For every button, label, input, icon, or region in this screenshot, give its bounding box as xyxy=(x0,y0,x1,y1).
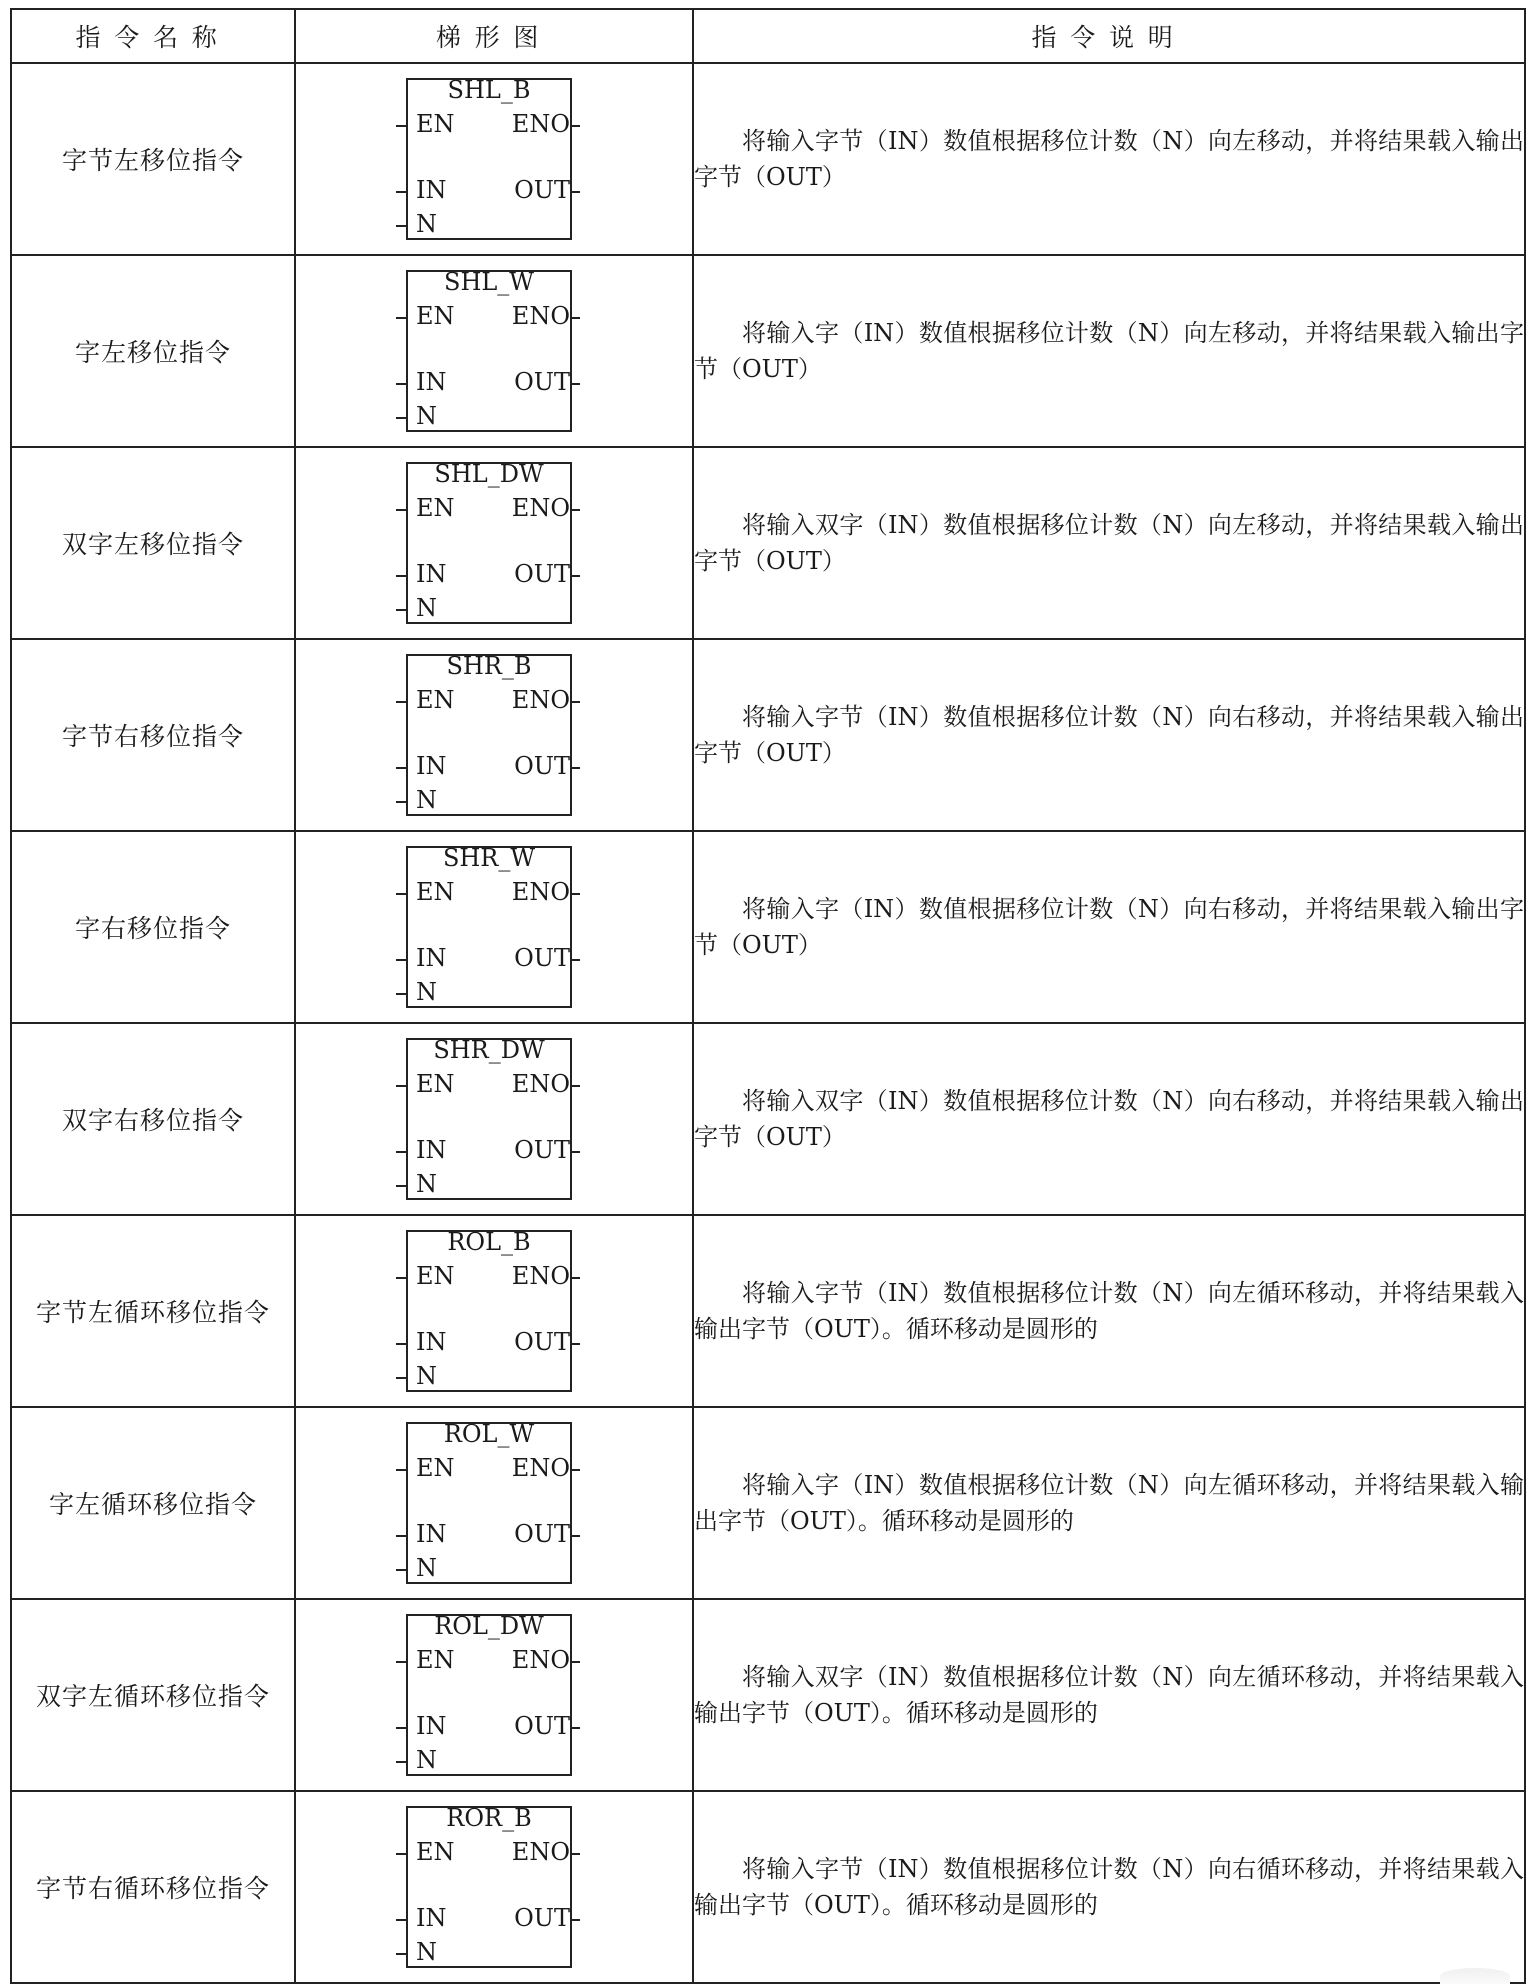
en-input-line xyxy=(396,1661,406,1663)
pin-eno-label: ENO xyxy=(511,1646,570,1674)
ladder-block xyxy=(296,1408,694,1596)
ladder-block-name: SHR_DW xyxy=(433,1036,545,1064)
table-row xyxy=(11,1791,1525,1983)
n-input-line xyxy=(396,801,406,803)
eno-output-line xyxy=(570,1661,580,1663)
pin-n-label: N xyxy=(416,978,437,1006)
eno-output-line xyxy=(570,1085,580,1087)
pin-n-label: N xyxy=(416,1746,437,1774)
n-input-line xyxy=(396,609,406,611)
in-input-line xyxy=(396,767,406,769)
pin-out-label: OUT xyxy=(514,176,570,204)
table-row xyxy=(11,255,1525,447)
pin-out-label: OUT xyxy=(514,944,570,972)
n-input-line xyxy=(396,1953,406,1955)
table-row xyxy=(11,1023,1525,1215)
in-input-line xyxy=(396,1151,406,1153)
n-input-line xyxy=(396,1377,406,1379)
instruction-description-cell: 将输入双字（IN）数值根据移位计数（N）向右移动，并将结果载入输出字节（OUT） xyxy=(693,1023,1525,1215)
pin-en-label: EN xyxy=(416,494,455,522)
pin-in-label: IN xyxy=(416,1136,447,1164)
pin-in-label: IN xyxy=(416,944,447,972)
ladder-block xyxy=(296,448,694,636)
pin-eno-label: ENO xyxy=(511,1838,570,1866)
pin-n-label: N xyxy=(416,786,437,814)
instruction-name-cell: 双字右移位指令 xyxy=(11,1023,295,1215)
ladder-block xyxy=(296,1024,694,1212)
pin-out-label: OUT xyxy=(514,1136,570,1164)
instruction-name-cell: 字节左循环移位指令 xyxy=(11,1215,295,1407)
in-input-line xyxy=(396,959,406,961)
pin-out-label: OUT xyxy=(514,560,570,588)
pin-en-label: EN xyxy=(416,686,455,714)
pin-n-label: N xyxy=(416,594,437,622)
en-input-line xyxy=(396,1085,406,1087)
pin-eno-label: ENO xyxy=(511,878,570,906)
pin-in-label: IN xyxy=(416,560,447,588)
eno-output-line xyxy=(570,1277,580,1279)
instruction-name-cell: 字左移位指令 xyxy=(11,255,295,447)
pin-en-label: EN xyxy=(416,110,455,138)
pin-en-label: EN xyxy=(416,878,455,906)
pin-in-label: IN xyxy=(416,368,447,396)
instruction-description-cell: 将输入字节（IN）数值根据移位计数（N）向右循环移动，并将结果载入输出字节（OUT）。循环移动是圆形的 xyxy=(693,1791,1525,1983)
pin-eno-label: ENO xyxy=(511,1070,570,1098)
table-row xyxy=(11,1599,1525,1791)
pin-out-label: OUT xyxy=(514,752,570,780)
pin-in-label: IN xyxy=(416,1712,447,1740)
instruction-description-cell: 将输入双字（IN）数值根据移位计数（N）向左循环移动，并将结果载入输出字节（OUT）。循环移动是圆形的 xyxy=(693,1599,1525,1791)
out-output-line xyxy=(570,1919,580,1921)
eno-output-line xyxy=(570,701,580,703)
pin-n-label: N xyxy=(416,210,437,238)
eno-output-line xyxy=(570,317,580,319)
instruction-description-cell: 将输入字节（IN）数值根据移位计数（N）向左循环移动，并将结果载入输出字节（OUT）。循环移动是圆形的 xyxy=(693,1215,1525,1407)
ladder-diagram-cell xyxy=(295,1407,693,1599)
header-ladder-diagram: 梯形图 xyxy=(295,9,693,63)
ladder-block-name: SHR_W xyxy=(442,844,536,872)
instruction-description-cell: 将输入字（IN）数值根据移位计数（N）向左移动，并将结果载入输出字节（OUT） xyxy=(693,255,1525,447)
table-row xyxy=(11,831,1525,1023)
en-input-line xyxy=(396,509,406,511)
instruction-name-cell: 字节左移位指令 xyxy=(11,63,295,255)
out-output-line xyxy=(570,1343,580,1345)
ladder-block xyxy=(296,256,694,444)
pin-in-label: IN xyxy=(416,752,447,780)
pin-in-label: IN xyxy=(416,1328,447,1356)
pin-n-label: N xyxy=(416,1938,437,1966)
instruction-name-cell: 字节右移位指令 xyxy=(11,639,295,831)
ladder-block-name: SHL_B xyxy=(447,76,531,104)
pin-out-label: OUT xyxy=(514,1520,570,1548)
n-input-line xyxy=(396,1185,406,1187)
instruction-description-cell: 将输入字（IN）数值根据移位计数（N）向右移动，并将结果载入输出字节（OUT） xyxy=(693,831,1525,1023)
pin-eno-label: ENO xyxy=(511,494,570,522)
pin-en-label: EN xyxy=(416,302,455,330)
out-output-line xyxy=(570,191,580,193)
en-input-line xyxy=(396,701,406,703)
in-input-line xyxy=(396,575,406,577)
pin-in-label: IN xyxy=(416,1904,447,1932)
pin-en-label: EN xyxy=(416,1646,455,1674)
ladder-block-name: SHL_DW xyxy=(434,460,544,488)
eno-output-line xyxy=(570,893,580,895)
instruction-description-cell: 将输入字（IN）数值根据移位计数（N）向左循环移动，并将结果载入输出字节（OUT）。循环移动是圆形的 xyxy=(693,1407,1525,1599)
ladder-block-name: ROL_W xyxy=(443,1420,535,1448)
en-input-line xyxy=(396,1853,406,1855)
eno-output-line xyxy=(570,125,580,127)
pin-eno-label: ENO xyxy=(511,302,570,330)
ladder-block xyxy=(296,64,694,252)
ladder-block xyxy=(296,640,694,828)
en-input-line xyxy=(396,1277,406,1279)
eno-output-line xyxy=(570,509,580,511)
table-row xyxy=(11,1215,1525,1407)
out-output-line xyxy=(570,959,580,961)
ladder-block-name: ROL_B xyxy=(447,1228,531,1256)
instruction-table xyxy=(10,8,1526,1984)
ladder-diagram-cell xyxy=(295,1599,693,1791)
pin-eno-label: ENO xyxy=(511,1262,570,1290)
out-output-line xyxy=(570,575,580,577)
header-instruction-name: 指令名称 xyxy=(11,9,295,63)
ladder-diagram-cell xyxy=(295,447,693,639)
n-input-line xyxy=(396,1569,406,1571)
corner-mark xyxy=(1440,1968,1510,1984)
instruction-name-cell: 字节右循环移位指令 xyxy=(11,1791,295,1983)
pin-eno-label: ENO xyxy=(511,686,570,714)
en-input-line xyxy=(396,1469,406,1471)
n-input-line xyxy=(396,417,406,419)
ladder-block-name: ROR_B xyxy=(446,1804,532,1832)
in-input-line xyxy=(396,1727,406,1729)
header-row xyxy=(11,9,1525,63)
in-input-line xyxy=(396,191,406,193)
in-input-line xyxy=(396,1343,406,1345)
pin-n-label: N xyxy=(416,1554,437,1582)
table-body xyxy=(11,63,1525,1983)
ladder-diagram-cell xyxy=(295,831,693,1023)
ladder-block-name: SHR_B xyxy=(446,652,532,680)
pin-in-label: IN xyxy=(416,176,447,204)
pin-n-label: N xyxy=(416,1170,437,1198)
instruction-name-cell: 双字左移位指令 xyxy=(11,447,295,639)
ladder-diagram-cell xyxy=(295,1023,693,1215)
ladder-block xyxy=(296,832,694,1020)
pin-out-label: OUT xyxy=(514,368,570,396)
instruction-name-cell: 字右移位指令 xyxy=(11,831,295,1023)
ladder-block xyxy=(296,1600,694,1788)
in-input-line xyxy=(396,383,406,385)
instruction-name-cell: 字左循环移位指令 xyxy=(11,1407,295,1599)
ladder-block-name: ROL_DW xyxy=(434,1612,544,1640)
pin-in-label: IN xyxy=(416,1520,447,1548)
pin-out-label: OUT xyxy=(514,1712,570,1740)
pin-out-label: OUT xyxy=(514,1328,570,1356)
n-input-line xyxy=(396,1761,406,1763)
pin-n-label: N xyxy=(416,402,437,430)
ladder-diagram-cell xyxy=(295,1791,693,1983)
table-row xyxy=(11,1407,1525,1599)
pin-eno-label: ENO xyxy=(511,1454,570,1482)
instruction-description-cell: 将输入字节（IN）数值根据移位计数（N）向左移动，并将结果载入输出字节（OUT） xyxy=(693,63,1525,255)
in-input-line xyxy=(396,1919,406,1921)
pin-eno-label: ENO xyxy=(511,110,570,138)
ladder-block xyxy=(296,1216,694,1404)
out-output-line xyxy=(570,1535,580,1537)
ladder-diagram-cell xyxy=(295,63,693,255)
out-output-line xyxy=(570,1727,580,1729)
pin-out-label: OUT xyxy=(514,1904,570,1932)
ladder-diagram-cell xyxy=(295,639,693,831)
in-input-line xyxy=(396,1535,406,1537)
pin-en-label: EN xyxy=(416,1454,455,1482)
ladder-diagram-cell xyxy=(295,1215,693,1407)
en-input-line xyxy=(396,317,406,319)
ladder-block-name: SHL_W xyxy=(444,268,534,296)
n-input-line xyxy=(396,993,406,995)
out-output-line xyxy=(570,383,580,385)
instruction-description-cell: 将输入字节（IN）数值根据移位计数（N）向右移动，并将结果载入输出字节（OUT） xyxy=(693,639,1525,831)
ladder-diagram-cell xyxy=(295,255,693,447)
instruction-description-cell: 将输入双字（IN）数值根据移位计数（N）向左移动，并将结果载入输出字节（OUT） xyxy=(693,447,1525,639)
en-input-line xyxy=(396,893,406,895)
table-header xyxy=(11,9,1525,63)
n-input-line xyxy=(396,225,406,227)
en-input-line xyxy=(396,125,406,127)
pin-en-label: EN xyxy=(416,1838,455,1866)
eno-output-line xyxy=(570,1469,580,1471)
ladder-block xyxy=(296,1792,694,1980)
out-output-line xyxy=(570,1151,580,1153)
pin-n-label: N xyxy=(416,1362,437,1390)
header-instruction-description: 指令说明 xyxy=(693,9,1525,63)
table-row xyxy=(11,639,1525,831)
pin-en-label: EN xyxy=(416,1262,455,1290)
instruction-name-cell: 双字左循环移位指令 xyxy=(11,1599,295,1791)
pin-en-label: EN xyxy=(416,1070,455,1098)
table-row xyxy=(11,63,1525,255)
eno-output-line xyxy=(570,1853,580,1855)
table-row xyxy=(11,447,1525,639)
out-output-line xyxy=(570,767,580,769)
